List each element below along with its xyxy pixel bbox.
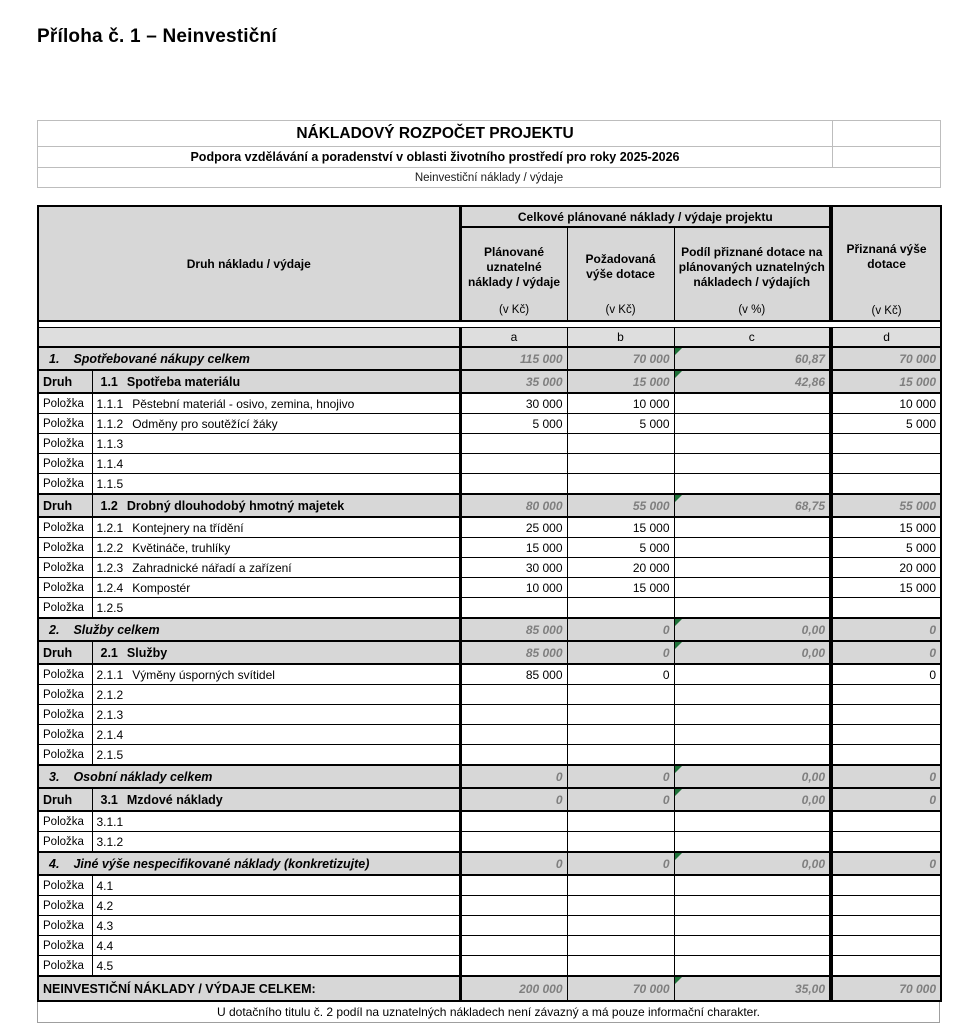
value-c: [674, 875, 831, 896]
value-c: 0,00: [674, 852, 831, 875]
value-c: [674, 896, 831, 916]
item-row: [38, 414, 941, 434]
value-b: [567, 916, 674, 936]
row-name: Zahradnické nářadí a zařízení: [132, 560, 292, 575]
value-d: [831, 434, 941, 454]
value-d: 55 000: [831, 494, 941, 517]
row-number: 4.1: [96, 878, 114, 893]
druh-row: [38, 370, 941, 393]
value-a: 0: [460, 765, 567, 788]
value-d: [831, 685, 941, 705]
row-label: Položka: [38, 745, 92, 766]
header-col-b: [567, 227, 674, 321]
row-name: Květináče, truhlíky: [132, 540, 231, 555]
value-b: 15 000: [567, 578, 674, 598]
row-description: [92, 788, 460, 811]
table-title: NÁKLADOVÝ ROZPOČET PROJEKTU: [38, 121, 833, 147]
row-description: [92, 664, 460, 685]
row-label: Položka: [38, 434, 92, 454]
value-d: 5 000: [831, 538, 941, 558]
value-c: [674, 832, 831, 853]
value-c: 68,75: [674, 494, 831, 517]
row-description: [92, 725, 460, 745]
row-label: Položka: [38, 705, 92, 725]
row-number: 1.2.4: [96, 580, 124, 595]
value-c: [674, 393, 831, 414]
footnote: U dotačního titulu č. 2 podíl na uznatelných nákladech není závazný a má pouze informační charakter.: [37, 1002, 940, 1023]
value-a: [460, 685, 567, 705]
header-col-d-unit: (v Kč): [871, 305, 902, 317]
row-description: [92, 474, 460, 495]
value-a: [460, 811, 567, 832]
value-b: 0: [567, 664, 674, 685]
row-label: Položka: [38, 896, 92, 916]
value-a: 5 000: [460, 414, 567, 434]
row-number: 3.1.2: [96, 834, 124, 849]
table-subtitle2: Neinvestiční náklady / výdaje: [38, 168, 941, 188]
item-row: [38, 578, 941, 598]
row-name: Pěstební materiál - osivo, zemina, hnojivo: [132, 396, 355, 411]
item-row: [38, 705, 941, 725]
value-b: 0: [567, 788, 674, 811]
budget-document: [37, 120, 942, 1023]
row-number: 1.2.1: [96, 520, 124, 535]
value-a: 0: [460, 788, 567, 811]
row-description: [92, 705, 460, 725]
value-a: [460, 916, 567, 936]
value-a: [460, 454, 567, 474]
value-a: [460, 705, 567, 725]
row-number: 4.2: [96, 898, 114, 913]
comment-marker-icon: [675, 495, 682, 502]
row-label: Položka: [38, 811, 92, 832]
row-number: 4.: [49, 856, 60, 871]
letter-b: b: [567, 328, 674, 348]
subtitle-side-cell: [833, 147, 941, 168]
row-label: Položka: [38, 956, 92, 977]
total-row: [38, 976, 941, 1001]
row-name: Kontejnery na třídění: [132, 520, 244, 535]
value-a: 25 000: [460, 517, 567, 538]
value-b: [567, 956, 674, 977]
value-d: 0: [831, 765, 941, 788]
value-d: 15 000: [831, 370, 941, 393]
row-label: Druh: [38, 788, 92, 811]
value-a: 30 000: [460, 393, 567, 414]
value-c: [674, 434, 831, 454]
row-name: Spotřebované nákupy celkem: [73, 351, 250, 366]
row-label: Položka: [38, 393, 92, 414]
value-b: [567, 705, 674, 725]
header-row-group: [38, 206, 941, 227]
row-description: [38, 765, 460, 788]
value-c: [674, 705, 831, 725]
value-b: 10 000: [567, 393, 674, 414]
section-row: [38, 618, 941, 641]
value-a: [460, 434, 567, 454]
item-row: [38, 725, 941, 745]
row-label: Položka: [38, 414, 92, 434]
value-a: [460, 875, 567, 896]
row-name: Služby celkem: [73, 622, 160, 637]
section-row: [38, 765, 941, 788]
row-number: 2.1.2: [96, 687, 124, 702]
value-d: [831, 705, 941, 725]
row-description: [92, 494, 460, 517]
row-description: [38, 852, 460, 875]
item-row: [38, 916, 941, 936]
row-label: Položka: [38, 875, 92, 896]
value-a: 30 000: [460, 558, 567, 578]
row-number: 3.: [49, 769, 60, 784]
row-label: Položka: [38, 916, 92, 936]
row-label: Položka: [38, 538, 92, 558]
value-c: [674, 685, 831, 705]
value-d: 70 000: [831, 347, 941, 370]
row-description: [92, 832, 460, 853]
comment-marker-icon: [675, 789, 682, 796]
item-row: [38, 956, 941, 977]
value-a: 80 000: [460, 494, 567, 517]
header-col-b-unit: (v Kč): [605, 304, 636, 317]
row-number: 2.1.4: [96, 727, 124, 742]
item-row: [38, 875, 941, 896]
row-number: 2.1: [100, 645, 118, 660]
value-c: [674, 578, 831, 598]
value-b: [567, 434, 674, 454]
value-d: [831, 875, 941, 896]
header-col-c-label: Podíl přiznané dotace na plánovaných uznatelných nákladech / výdajích: [678, 244, 825, 289]
value-c: [674, 725, 831, 745]
item-row: [38, 538, 941, 558]
value-a: [460, 936, 567, 956]
value-b: [567, 454, 674, 474]
value-b: [567, 832, 674, 853]
value-c: [674, 664, 831, 685]
table-subtitle: Podpora vzdělávání a poradenství v oblasti životního prostředí pro roky 2025-2026: [38, 147, 833, 168]
value-d: [831, 832, 941, 853]
value-c: [674, 598, 831, 619]
value-a: 85 000: [460, 618, 567, 641]
title-block: [37, 120, 941, 188]
value-c: [674, 414, 831, 434]
value-b: 0: [567, 641, 674, 664]
item-row: [38, 517, 941, 538]
row-label: Druh: [38, 494, 92, 517]
value-d: 0: [831, 618, 941, 641]
row-label: Položka: [38, 936, 92, 956]
row-label: Položka: [38, 558, 92, 578]
row-number: 3.1.1: [96, 814, 124, 829]
value-c: [674, 745, 831, 766]
item-row: [38, 685, 941, 705]
section-row: [38, 347, 941, 370]
header-col-c: [674, 227, 831, 321]
row-description: [92, 896, 460, 916]
value-d: 15 000: [831, 517, 941, 538]
row-label: Položka: [38, 685, 92, 705]
value-a: 115 000: [460, 347, 567, 370]
item-row: [38, 896, 941, 916]
letter-empty-cell: [38, 328, 460, 348]
row-number: 2.1.1: [96, 667, 124, 682]
value-a: 15 000: [460, 538, 567, 558]
value-a: [460, 896, 567, 916]
row-description: [92, 641, 460, 664]
value-a: [460, 745, 567, 766]
value-b: [567, 896, 674, 916]
value-c: 42,86: [674, 370, 831, 393]
value-d: [831, 725, 941, 745]
value-b: 0: [567, 618, 674, 641]
value-d: [831, 745, 941, 766]
value-b: 15 000: [567, 370, 674, 393]
value-b: 70 000: [567, 976, 674, 1001]
row-description: [92, 745, 460, 766]
value-b: [567, 875, 674, 896]
row-name: Mzdové náklady: [126, 792, 223, 807]
item-row: [38, 936, 941, 956]
row-description: [92, 454, 460, 474]
value-a: [460, 956, 567, 977]
row-number: 4.4: [96, 938, 114, 953]
title-side-cell: [833, 121, 941, 147]
value-d: 5 000: [831, 414, 941, 434]
value-c: [674, 474, 831, 495]
row-description: [38, 618, 460, 641]
comment-marker-icon: [675, 977, 682, 984]
row-number: 1.2.2: [96, 540, 124, 555]
budget-table: [37, 205, 942, 1002]
row-name: Služby: [126, 645, 168, 660]
item-row: [38, 558, 941, 578]
value-d: 10 000: [831, 393, 941, 414]
page-title: Příloha č. 1 – Neinvestiční: [37, 26, 277, 47]
item-row: [38, 598, 941, 619]
value-d: 0: [831, 641, 941, 664]
value-a: 10 000: [460, 578, 567, 598]
row-description: [92, 370, 460, 393]
row-description: [92, 685, 460, 705]
row-label: Položka: [38, 517, 92, 538]
value-b: 70 000: [567, 347, 674, 370]
value-c: 35,00: [674, 976, 831, 1001]
value-b: 55 000: [567, 494, 674, 517]
item-row: [38, 664, 941, 685]
header-col-a: [460, 227, 567, 321]
item-row: [38, 832, 941, 853]
value-b: 20 000: [567, 558, 674, 578]
value-c: [674, 558, 831, 578]
letter-c: c: [674, 328, 831, 348]
value-a: 0: [460, 852, 567, 875]
row-description: [92, 811, 460, 832]
value-b: 5 000: [567, 414, 674, 434]
value-b: [567, 811, 674, 832]
value-c: 0,00: [674, 788, 831, 811]
row-number: 1.1.2: [96, 416, 124, 431]
druh-row: [38, 494, 941, 517]
row-number: 1.: [49, 351, 60, 366]
value-d: [831, 474, 941, 495]
value-c: 0,00: [674, 765, 831, 788]
row-description: [92, 393, 460, 414]
header-type-of-cost: Druh nákladu / výdaje: [38, 206, 460, 321]
row-label: Položka: [38, 474, 92, 495]
value-d: 0: [831, 664, 941, 685]
value-b: [567, 474, 674, 495]
row-name: Spotřeba materiálu: [126, 374, 241, 389]
value-a: 200 000: [460, 976, 567, 1001]
row-number: 1.2.5: [96, 600, 124, 615]
row-label: Položka: [38, 664, 92, 685]
row-name: Osobní náklady celkem: [73, 769, 213, 784]
value-c: [674, 517, 831, 538]
comment-marker-icon: [675, 348, 682, 355]
value-c: [674, 811, 831, 832]
value-b: [567, 598, 674, 619]
value-a: [460, 832, 567, 853]
value-b: 5 000: [567, 538, 674, 558]
row-description: [92, 517, 460, 538]
value-b: 0: [567, 852, 674, 875]
value-d: 70 000: [831, 976, 941, 1001]
value-d: [831, 956, 941, 977]
row-description: [92, 598, 460, 619]
value-b: [567, 725, 674, 745]
row-number: 1.1.4: [96, 456, 124, 471]
row-name: Výměny úsporných svítidel: [132, 667, 275, 682]
header-group-total-planned: Celkové plánované náklady / výdaje projektu: [460, 206, 831, 227]
item-row: [38, 434, 941, 454]
value-a: 85 000: [460, 641, 567, 664]
row-name: Jiné výše nespecifikované náklady (konkretizujte): [73, 856, 370, 871]
comment-marker-icon: [675, 371, 682, 378]
item-row: [38, 811, 941, 832]
value-d: 15 000: [831, 578, 941, 598]
row-description: [92, 538, 460, 558]
value-a: [460, 725, 567, 745]
row-label: Položka: [38, 598, 92, 619]
value-d: [831, 598, 941, 619]
value-b: 15 000: [567, 517, 674, 538]
row-description: [92, 875, 460, 896]
value-c: 60,87: [674, 347, 831, 370]
row-description: [92, 434, 460, 454]
value-a: [460, 474, 567, 495]
value-a: 85 000: [460, 664, 567, 685]
value-a: [460, 598, 567, 619]
row-description: [38, 347, 460, 370]
row-number: 4.3: [96, 918, 114, 933]
row-description: NEINVESTIČNÍ NÁKLADY / VÝDAJE CELKEM:: [38, 976, 460, 1001]
value-c: 0,00: [674, 641, 831, 664]
row-number: 1.1.3: [96, 436, 124, 451]
value-c: [674, 454, 831, 474]
row-description: [92, 916, 460, 936]
row-name: Kompostér: [132, 580, 191, 595]
value-a: 35 000: [460, 370, 567, 393]
budget-rows: [38, 347, 941, 1001]
row-description: [92, 956, 460, 977]
row-label: Druh: [38, 641, 92, 664]
row-number: 1.2.3: [96, 560, 124, 575]
value-d: [831, 454, 941, 474]
value-d: [831, 916, 941, 936]
header-col-d-label: Přiznaná výše dotace: [846, 241, 927, 271]
row-label: Položka: [38, 454, 92, 474]
row-label: Položka: [38, 578, 92, 598]
item-row: [38, 454, 941, 474]
header-col-a-unit: (v Kč): [499, 304, 530, 317]
row-description: [92, 414, 460, 434]
section-row: [38, 852, 941, 875]
value-d: 0: [831, 788, 941, 811]
row-number: 4.5: [96, 958, 114, 973]
row-number: 1.1: [100, 374, 118, 389]
letter-d: d: [831, 328, 941, 348]
value-b: 0: [567, 765, 674, 788]
value-d: [831, 811, 941, 832]
header-col-a-label: Plánované uznatelné náklady / výdaje: [467, 244, 561, 289]
value-c: [674, 916, 831, 936]
comment-marker-icon: [675, 642, 682, 649]
row-number: 2.1.5: [96, 747, 124, 762]
row-name: Drobný dlouhodobý hmotný majetek: [126, 498, 345, 513]
row-number: 1.1.1: [96, 396, 124, 411]
row-number: 1.1.5: [96, 476, 124, 491]
value-c: 0,00: [674, 618, 831, 641]
spacer: [37, 188, 942, 205]
value-c: [674, 538, 831, 558]
row-description: [92, 558, 460, 578]
value-c: [674, 936, 831, 956]
header-col-b-label: Požadovaná výše dotace: [585, 252, 656, 282]
value-b: [567, 685, 674, 705]
item-row: [38, 745, 941, 766]
value-d: 0: [831, 852, 941, 875]
row-description: [92, 578, 460, 598]
row-number: 1.2: [100, 498, 118, 513]
comment-marker-icon: [675, 619, 682, 626]
value-b: [567, 936, 674, 956]
druh-row: [38, 641, 941, 664]
value-c: [674, 956, 831, 977]
row-number: 2.1.3: [96, 707, 124, 722]
item-row: [38, 474, 941, 495]
row-name: Odměny pro soutěžící žáky: [132, 416, 278, 431]
row-label: Druh: [38, 370, 92, 393]
row-label: Položka: [38, 725, 92, 745]
row-label: Položka: [38, 832, 92, 853]
value-b: [567, 745, 674, 766]
row-number: 2.: [49, 622, 60, 637]
druh-row: [38, 788, 941, 811]
value-d: 20 000: [831, 558, 941, 578]
row-number: 3.1: [100, 792, 118, 807]
value-d: [831, 896, 941, 916]
column-letter-row: [38, 328, 941, 348]
row-description: [92, 936, 460, 956]
value-d: [831, 936, 941, 956]
letter-a: a: [460, 328, 567, 348]
header-col-d: [831, 206, 941, 321]
comment-marker-icon: [675, 766, 682, 773]
comment-marker-icon: [675, 853, 682, 860]
item-row: [38, 393, 941, 414]
header-col-c-unit: (v %): [738, 304, 766, 317]
